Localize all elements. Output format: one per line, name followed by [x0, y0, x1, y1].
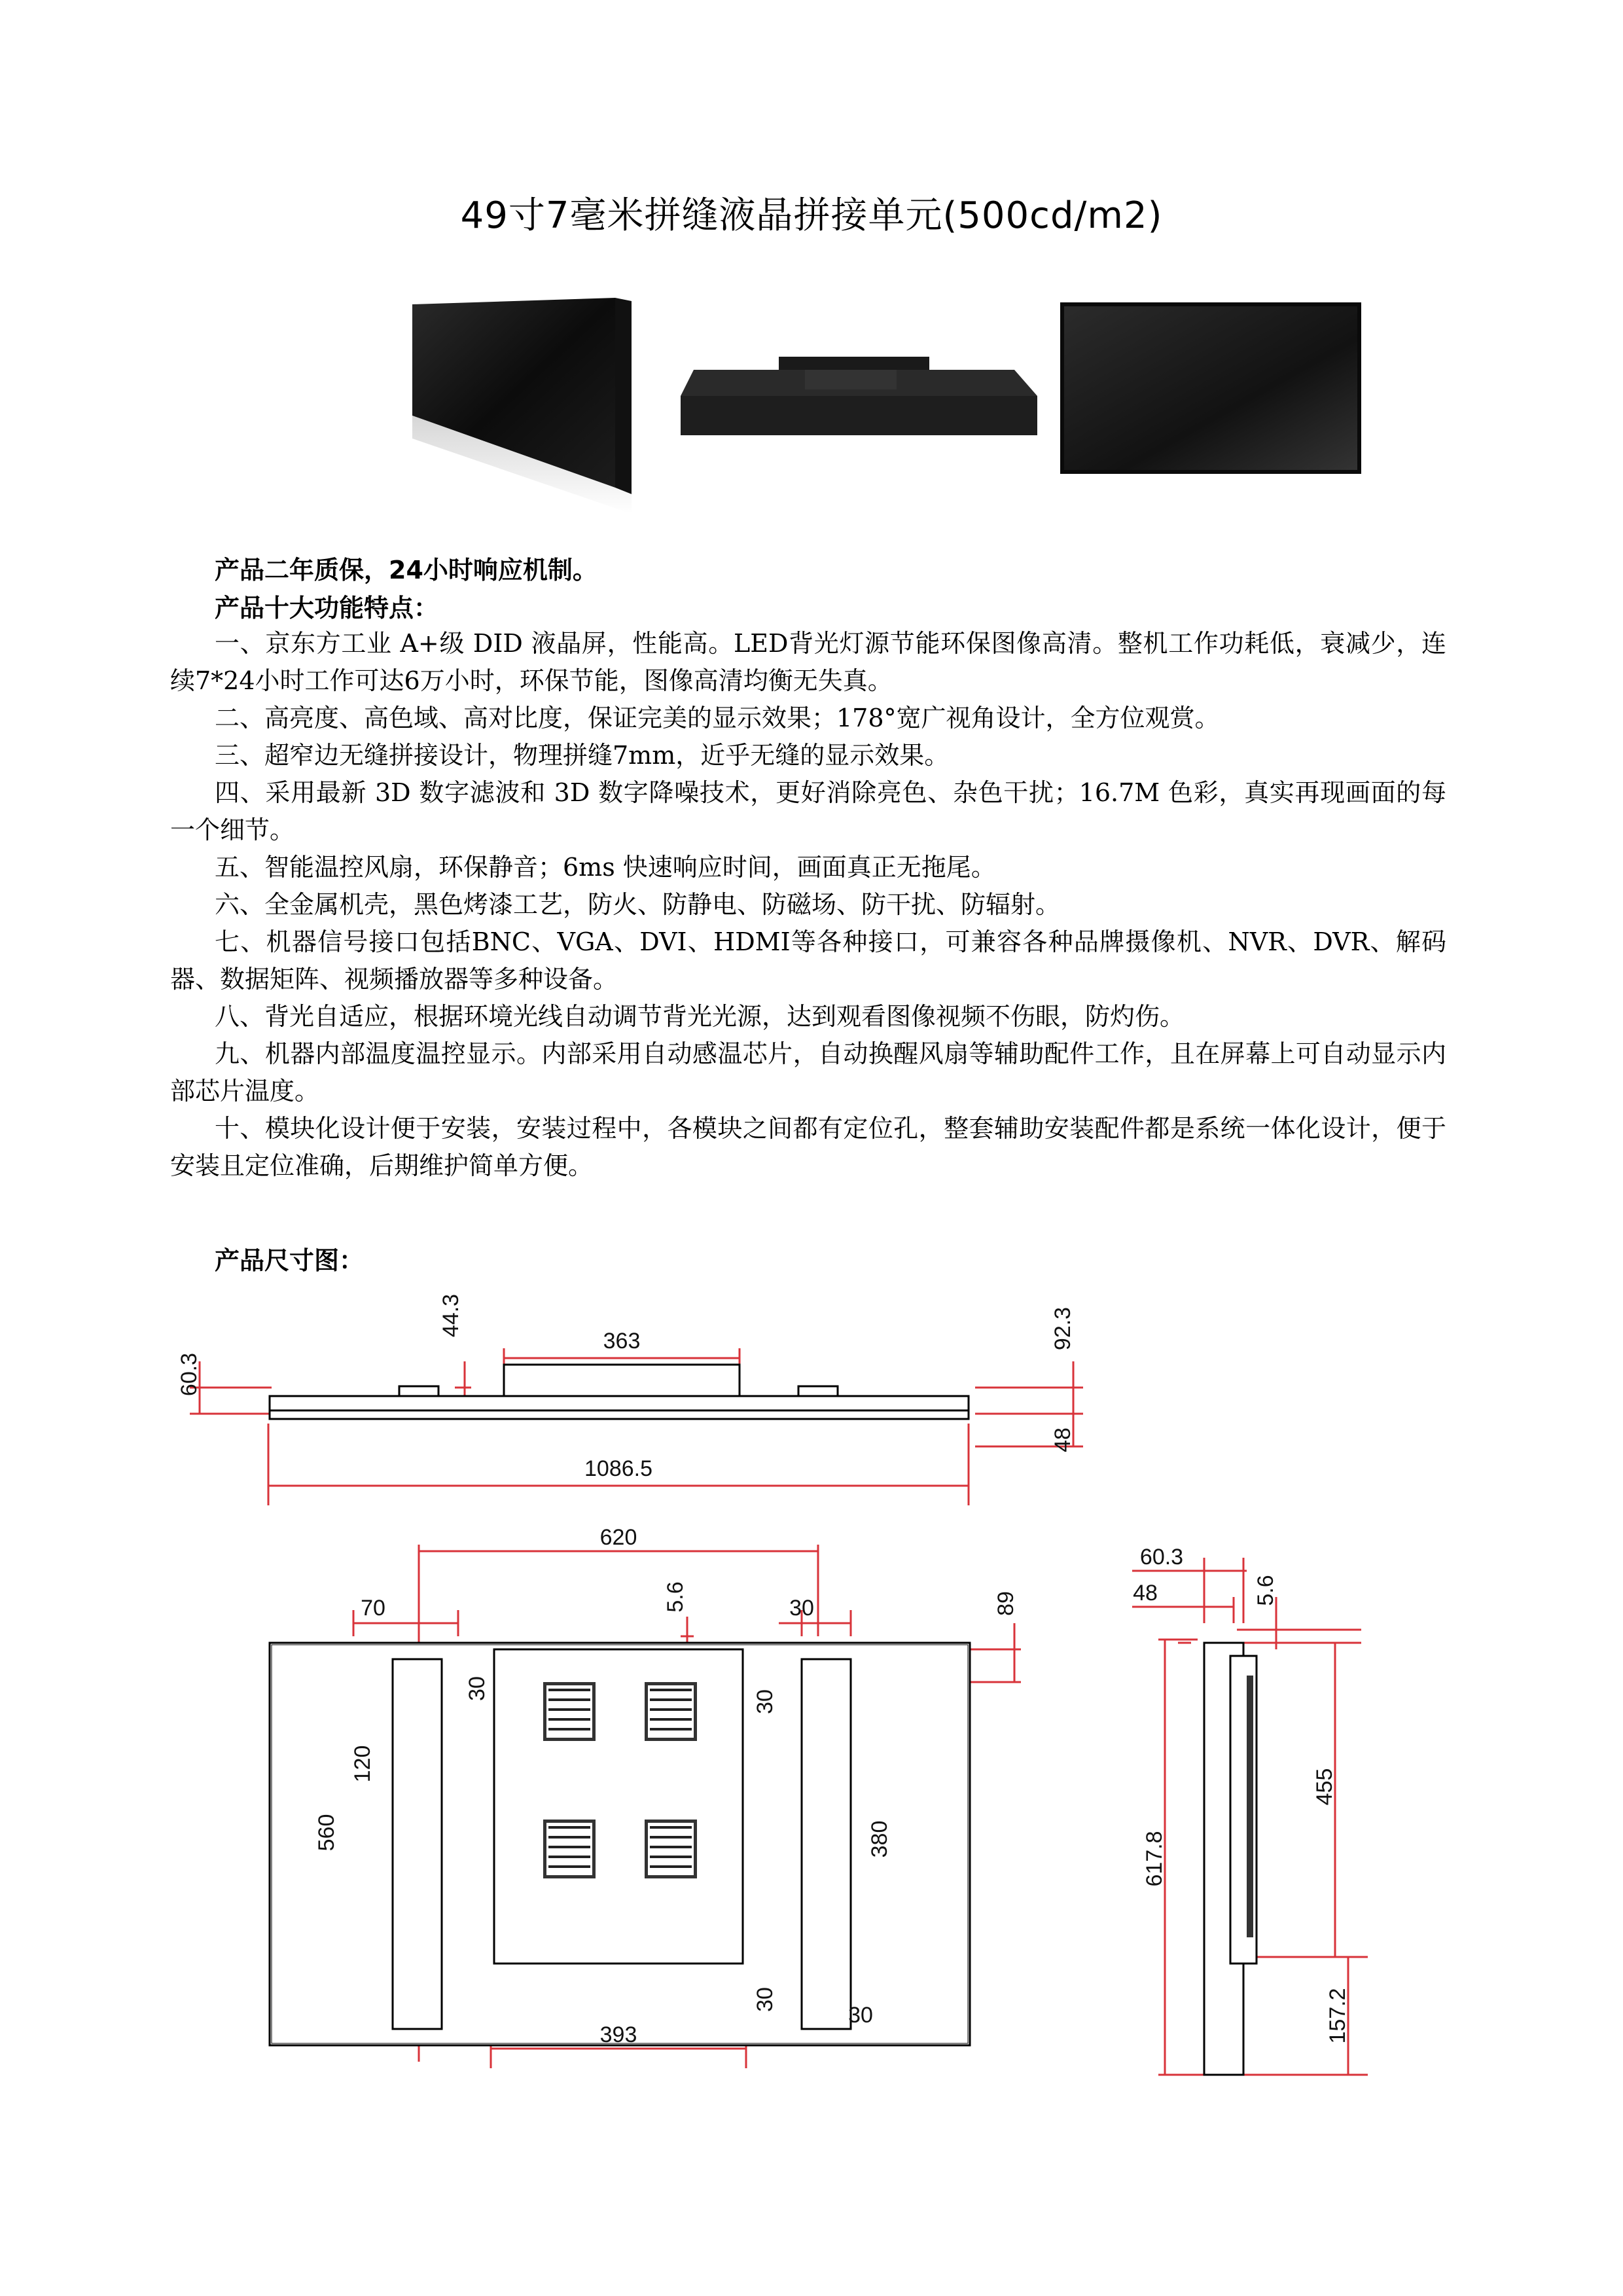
top-dim-363: 363	[603, 1329, 641, 1354]
feature-3: 三、超窄边无缝拼接设计，物理拼缝7mm，近乎无缝的显示效果。	[215, 741, 950, 770]
feature-9: 九、机器内部温度温控显示。内部采用自动感温芯片，自动换醒风扇等辅助配件工作，且在屏幕上可自动显示内部芯片温度。	[170, 1039, 1446, 1105]
feature-4: 四、采用最新 3D 数字滤波和 3D 数字降噪技术，更好消除亮色、杂色干扰；16.7M 色彩，真实再现画面的每一个细节。	[170, 778, 1446, 844]
product-photo-angled	[406, 298, 641, 514]
feature-7: 七、机器信号接口包括BNC、VGA、DVI、HDMI等各种接口，可兼容各种品牌摄像机、NVR、DVR、解码器、数据矩阵、视频播放器等多种设备。	[170, 927, 1446, 994]
side-dim-48: 48	[1133, 1581, 1158, 1605]
product-photo-front	[1060, 302, 1361, 479]
feature-10: 十、模块化设计便于安装，安装过程中，各模块之间都有定位孔，整套辅助安装配件都是系统一体化设计，便于安装且定位准确，后期维护简单方便。	[170, 1114, 1446, 1180]
top-dim-1086-5: 1086.5	[584, 1456, 652, 1481]
back-dim-70: 70	[361, 1596, 385, 1621]
product-photo-back	[674, 350, 1041, 448]
feature-5: 五、智能温控风扇，环保静音；6ms 快速响应时间，画面真正无拖尾。	[215, 853, 996, 882]
feature-1: 一、京东方工业 A+级 DID 液晶屏，性能高。LED背光灯源节能环保图像高清。整机工作功耗低，衰减少，连续7*24小时工作可达6万小时，环保节能，图像高清均衡无失真。	[170, 629, 1446, 695]
back-dim-30c: 30	[753, 1689, 777, 1714]
warranty-line: 产品二年质保，24小时响应机制。	[215, 556, 597, 584]
dimension-drawing	[0, 1276, 1623, 2094]
top-dim-44-3: 44.3	[438, 1293, 463, 1338]
feature-8: 八、背光自适应，根据环境光线自动调节背光光源，达到观看图像视频不伤眼，防灼伤。	[215, 1002, 1185, 1031]
side-dim-157-2: 157.2	[1325, 1988, 1350, 2044]
top-dim-60-3: 60.3	[177, 1352, 202, 1397]
top-dim-92-3: 92.3	[1050, 1306, 1075, 1351]
feature-2: 二、高亮度、高色域、高对比度，保证完美的显示效果；178°宽广视角设计，全方位观赏。	[215, 704, 1220, 732]
back-dim-30e: 30	[848, 2003, 873, 2028]
back-dim-30b: 30	[465, 1676, 490, 1701]
back-dim-120: 120	[350, 1745, 375, 1783]
features-heading: 产品十大功能特点：	[215, 594, 439, 622]
back-dim-560: 560	[314, 1814, 339, 1852]
dimension-heading: 产品尺寸图：	[215, 1246, 365, 1275]
feature-6: 六、全金属机壳，黑色烤漆工艺，防火、防静电、防磁场、防干扰、防辐射。	[215, 890, 1061, 919]
back-dim-89: 89	[993, 1591, 1018, 1616]
features-list	[170, 625, 1446, 1185]
top-dim-48: 48	[1050, 1427, 1075, 1452]
back-dim-5-6: 5.6	[663, 1581, 688, 1613]
side-dim-455: 455	[1312, 1768, 1337, 1806]
side-dim-5-6: 5.6	[1253, 1575, 1278, 1606]
back-dim-380: 380	[867, 1820, 892, 1858]
back-dim-620: 620	[599, 1525, 637, 1550]
back-dim-30d: 30	[753, 1987, 777, 2012]
back-dim-30a: 30	[789, 1596, 814, 1621]
back-dim-393: 393	[599, 2022, 637, 2047]
side-dim-617-8: 617.8	[1142, 1831, 1167, 1887]
page-title: 49寸7毫米拼缝液晶拼接单元(500cd/m2)	[460, 194, 1163, 237]
side-dim-60-3: 60.3	[1139, 1545, 1184, 1570]
